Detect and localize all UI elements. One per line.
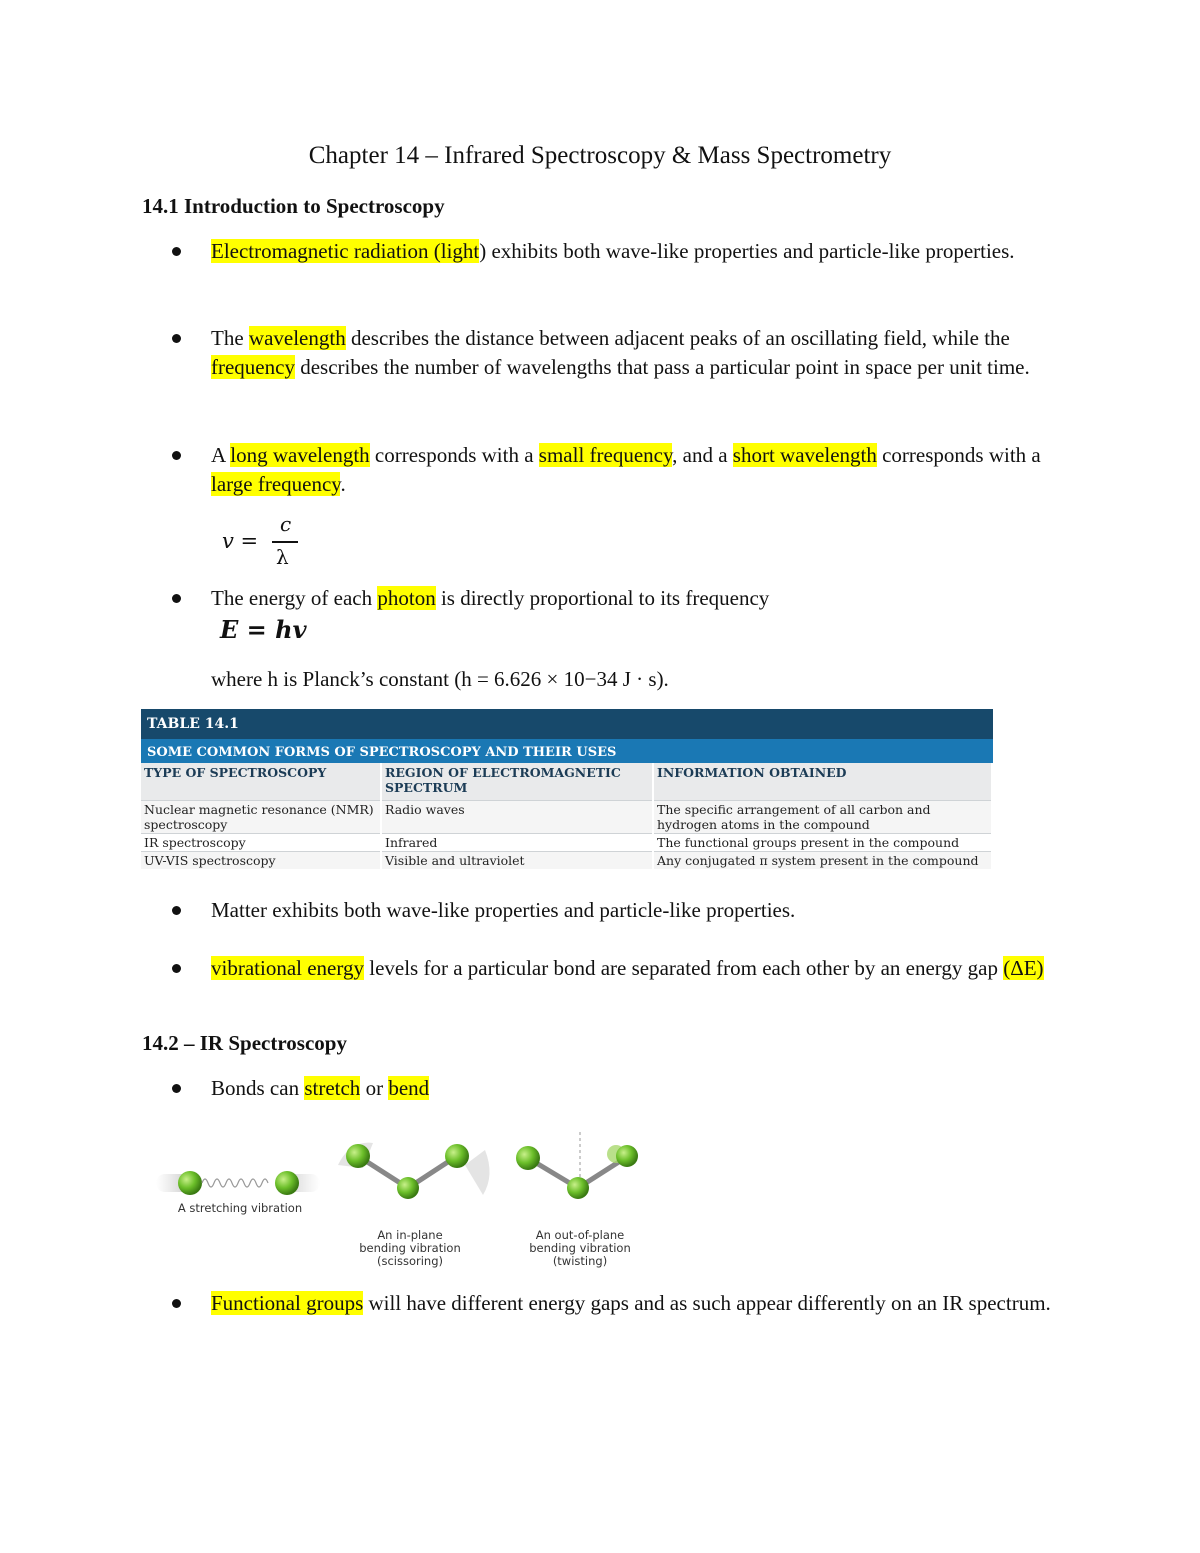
bullet-em-radiation: Electromagnetic radiation (light) exhibits both wave-like properties and particle-like properties.	[172, 237, 1072, 266]
bullet-dot	[172, 1299, 181, 1308]
formula-energy: E = hv	[220, 615, 307, 644]
table-label: TABLE 14.1	[141, 709, 993, 739]
section-heading-intro: 14.1 Introduction to Spectroscopy	[142, 194, 445, 218]
table-caption: SOME COMMON FORMS OF SPECTROSCOPY AND THEIR USES	[141, 739, 993, 763]
bullet-dot	[172, 1084, 181, 1093]
bullet-wavelength: The wavelength describes the distance between adjacent peaks of an oscillating field, while the frequency describes the number of wavelengths that pass a particular point in space per unit time.	[172, 324, 1072, 382]
bullet-stretch-bend: Bonds can stretch or bend	[172, 1074, 1072, 1103]
bullet-dot	[172, 451, 181, 460]
bullet-functional-groups: Functional groups will have different energy gaps and as such appear differently on an IR spectrum.	[172, 1289, 1072, 1318]
bullet-dot	[172, 247, 181, 256]
table-row: IR spectroscopy Infrared The functional groups present in the compound	[141, 833, 992, 851]
bullet-dot	[172, 594, 181, 603]
bullet-dot	[172, 334, 181, 343]
stretching-molecule	[156, 1171, 320, 1195]
table-header: INFORMATION OBTAINED	[653, 763, 992, 800]
bullet-matter: Matter exhibits both wave-like properties and particle-like properties.	[172, 896, 1072, 925]
in-plane-bending-molecule	[338, 1143, 490, 1199]
bullet-dot	[172, 964, 181, 973]
bullet-dot	[172, 906, 181, 915]
table-header: REGION OF ELECTROMAGNETIC SPECTRUM	[381, 763, 653, 800]
table-row: UV-VIS spectroscopy Visible and ultraviolet Any conjugated π system present in the compound	[141, 851, 992, 869]
caption-stretching: A stretching vibration	[177, 1201, 303, 1215]
out-of-plane-bending-molecule	[516, 1132, 638, 1199]
planck-constant-text: where h is Planck’s constant (h = 6.626 × 10−34 J · s).	[211, 667, 669, 691]
page-title: Chapter 14 – Infrared Spectroscopy & Mass Spectrometry	[308, 142, 892, 169]
bullet-photon-energy: The energy of each photon is directly proportional to its frequency	[172, 584, 1072, 613]
formula-frequency: v = c λ	[222, 512, 302, 572]
caption-out-of-plane: An out-of-plane bending vibration (twisting)	[529, 1228, 631, 1268]
section-heading-ir: 14.2 – IR Spectroscopy	[142, 1031, 347, 1055]
table-row: Nuclear magnetic resonance (NMR) spectroscopy Radio waves The specific arrangement of all carbon and hydrogen atoms in the compound	[141, 800, 992, 833]
spectroscopy-table	[141, 709, 993, 879]
caption-in-plane: An in-plane bending vibration (scissoring)	[359, 1228, 461, 1268]
table-header: TYPE OF SPECTROSCOPY	[141, 763, 381, 800]
bullet-vibrational-energy: vibrational energy levels for a particular bond are separated from each other by an energy gap (ΔE)	[172, 954, 1072, 983]
bullet-wavelength-frequency: A long wavelength corresponds with a small frequency, and a short wavelength corresponds with a large frequency.	[172, 441, 1072, 499]
